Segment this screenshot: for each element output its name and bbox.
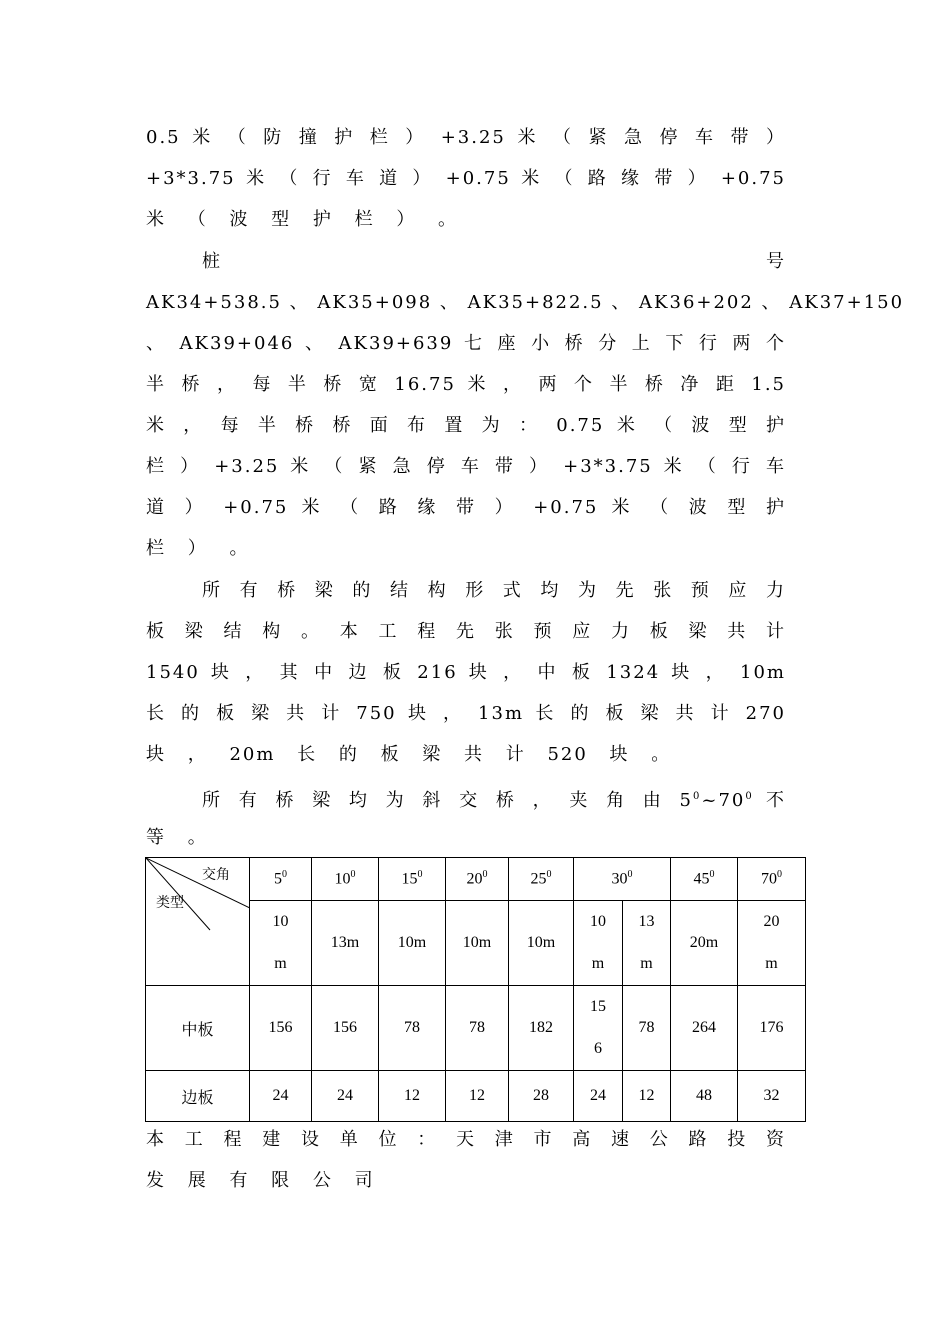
angle-header-cell: $45^0$ xyxy=(671,858,738,901)
table-cell: 24 xyxy=(250,1071,312,1122)
row-label-edge-slab: 边板 xyxy=(146,1071,250,1122)
angle-header-cell: $25^0$ xyxy=(509,858,574,901)
table-cell: 156 xyxy=(574,986,623,1071)
length-cell: 13m xyxy=(623,901,671,986)
table-cell: 12 xyxy=(623,1071,671,1122)
table-cell: 12 xyxy=(379,1071,446,1122)
angle-header-cell: $30^0$ xyxy=(574,858,671,901)
table-cell: 28 xyxy=(509,1071,574,1122)
table-cell: 156 xyxy=(312,986,379,1071)
paragraph3-line-3: 1540 块 ， 其 中 边 板 216 块 ， 中 板 1324 块 ， 10m xyxy=(146,662,786,683)
table-cell: 176 xyxy=(738,986,806,1071)
paragraph1-line-2: +3*3.75 米 （ 行 车 道 ） +0.75 米 （ 路 缘 带 ） +0.75 xyxy=(146,168,786,189)
table-cell: 24 xyxy=(312,1071,379,1122)
paragraph1-line-3: 米 （ 波 型 护 栏 ） 。 xyxy=(146,209,459,230)
table-cell: 156 xyxy=(250,986,312,1071)
owner-line-2: 发 展 有 限 公 司 xyxy=(146,1170,375,1191)
length-cell: 13m xyxy=(312,901,379,986)
paragraph3-line-5: 块 ， 20m 长 的 板 梁 共 计 520 块 。 xyxy=(146,744,672,765)
paragraph3-line-2: 板 梁 结 构 。 本 工 程 先 张 预 应 力 板 梁 共 计 xyxy=(146,621,786,642)
paragraph4-sup-1: 0 xyxy=(693,791,702,802)
paragraph4-text-suffix: 不 xyxy=(753,790,786,811)
length-cell: 10m xyxy=(379,901,446,986)
header-type-label: 类型 xyxy=(156,895,184,911)
paragraph2-line-1: 桩 号 xyxy=(202,251,786,272)
diagonal-lines xyxy=(146,858,250,984)
table-cell: 182 xyxy=(509,986,574,1071)
paragraph4-line-1 xyxy=(202,776,786,817)
length-cell: 20m xyxy=(738,901,806,986)
table-cell: 78 xyxy=(379,986,446,1071)
table-cell: 78 xyxy=(623,986,671,1071)
length-cell: 10m xyxy=(446,901,509,986)
table-corner-header xyxy=(146,858,250,986)
paragraph2-line-7: 道 ） +0.75 米 （ 路 缘 带 ） +0.75 米 （ 波 型 护 xyxy=(146,497,786,518)
paragraph2-line-3: 、 AK39+046 、 AK39+639 七 座 小 桥 分 上 下 行 两 个 xyxy=(146,333,786,354)
paragraph4-text-prefix: 所 有 桥 梁 均 为 斜 交 桥 ， 夹 角 由 5 xyxy=(202,790,693,811)
angle-header-cell: $10^0$ xyxy=(312,858,379,901)
paragraph1-line-1: 0.5 米 （ 防 撞 护 栏 ） +3.25 米 （ 紧 急 停 车 带 ） xyxy=(146,127,786,148)
row-label-middle-slab: 中板 xyxy=(146,986,250,1071)
angle-header-cell: $70^0$ xyxy=(738,858,806,901)
paragraph2-line-6: 栏 ） +3.25 米 （ 紧 急 停 车 带 ） +3*3.75 米 （ 行 车 xyxy=(146,456,786,477)
paragraph3-line-4: 长 的 板 梁 共 计 750 块 ， 13m 长 的 板 梁 共 计 270 xyxy=(146,703,786,724)
bridge-slab-table xyxy=(145,857,806,1122)
paragraph2-line-8: 栏 ） 。 xyxy=(146,538,250,559)
angle-header-cell: $15^0$ xyxy=(379,858,446,901)
length-cell: 20m xyxy=(671,901,738,986)
length-cell: 10m xyxy=(250,901,312,986)
angle-header-cell: $20^0$ xyxy=(446,858,509,901)
table-cell: 12 xyxy=(446,1071,509,1122)
length-cell: 10m xyxy=(509,901,574,986)
paragraph4-line-2: 等 。 xyxy=(146,827,208,848)
paragraph2-line-5: 米 ， 每 半 桥 桥 面 布 置 为 ： 0.75 米 （ 波 型 护 xyxy=(146,415,786,436)
paragraph2-line-4: 半 桥 ， 每 半 桥 宽 16.75 米 ， 两 个 半 桥 净 距 1.5 xyxy=(146,374,786,395)
table-cell: 78 xyxy=(446,986,509,1071)
table-cell: 24 xyxy=(574,1071,623,1122)
table-cell: 48 xyxy=(671,1071,738,1122)
table-cell: 32 xyxy=(738,1071,806,1122)
paragraph4-text-mid: ~70 xyxy=(701,790,746,811)
table-cell: 264 xyxy=(671,986,738,1071)
paragraph3-line-1: 所 有 桥 梁 的 结 构 形 式 均 为 先 张 预 应 力 xyxy=(202,580,786,601)
paragraph4-sup-2: 0 xyxy=(745,791,754,802)
paragraph2-line-2: AK34+538.5 、 AK35+098 、 AK35+822.5 、 AK36+202 、 AK37+150 xyxy=(146,292,905,313)
length-cell: 10m xyxy=(574,901,623,986)
angle-header-cell: $5^0$ xyxy=(250,858,312,901)
owner-line-1: 本 工 程 建 设 单 位 ： 天 津 市 高 速 公 路 投 资 xyxy=(146,1129,786,1150)
header-angle-label: 交角 xyxy=(202,867,230,883)
